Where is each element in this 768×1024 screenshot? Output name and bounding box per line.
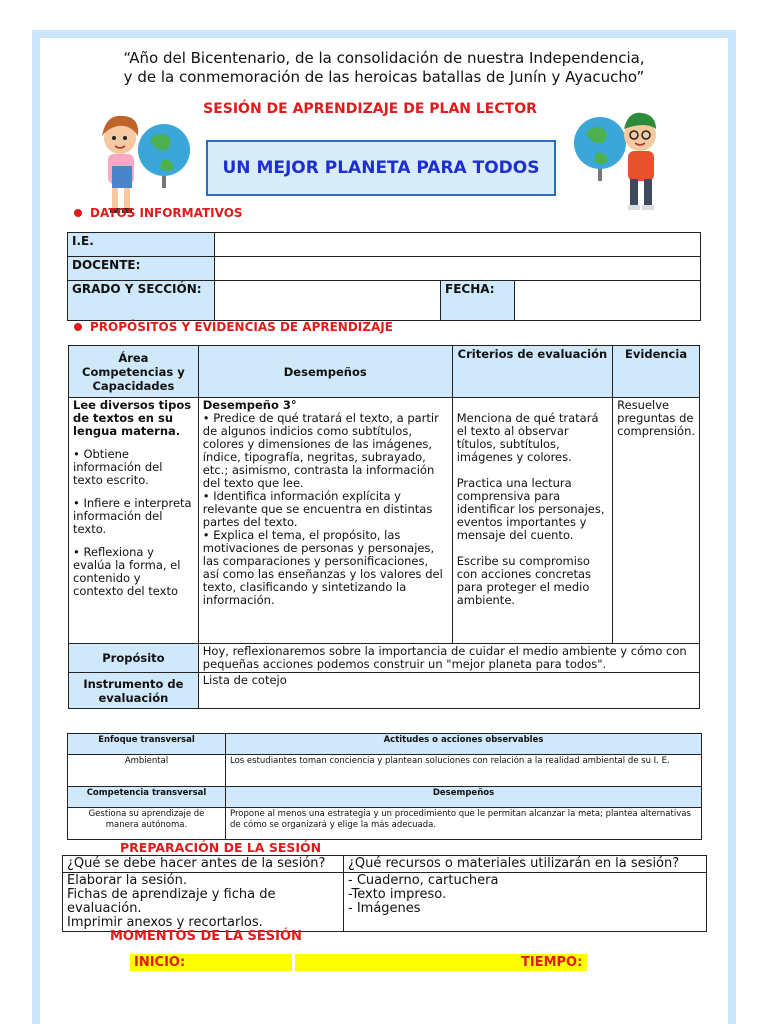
actitudes-header: Actitudes o acciones observables <box>226 734 702 755</box>
bullet-icon <box>74 209 82 217</box>
criterios-cell <box>452 398 612 644</box>
section-propositos: PROPÓSITOS Y EVIDENCIAS DE APRENDIZAJE <box>74 320 393 334</box>
docente-field[interactable] <box>215 257 701 281</box>
capacidad-item: • Reflexiona y evalúa la forma, el contenido y contexto del texto <box>73 545 181 598</box>
ie-label: I.E. <box>68 233 215 257</box>
header-criterios: Criterios de evaluación <box>452 346 612 398</box>
enfoque-value: Ambiental <box>68 755 226 787</box>
enfoque-header: Enfoque transversal <box>68 734 226 755</box>
criterio-item: Escribe su compromiso con acciones concretas para proteger el medio ambiente. <box>456 554 592 607</box>
proposito-label: Propósito <box>69 644 199 673</box>
desempenos-header: Desempeños <box>226 787 702 808</box>
instrumento-label: Instrumento de evaluación <box>69 673 199 709</box>
evidencia-cell: Resuelve preguntas de comprensión. <box>613 398 700 644</box>
grado-label: GRADO Y SECCIÓN: <box>68 281 215 321</box>
fecha-field[interactable] <box>515 281 701 321</box>
antes-question: ¿Qué se debe hacer antes de la sesión? <box>63 856 344 873</box>
desempeno-item: • Explica el tema, el propósito, las motivaciones de personas y personajes, las comparaciones y personificaciones, así como las enseñanzas y los valores del texto, clasificando y sintetizando la información. <box>202 528 443 607</box>
recurso-item: -Texto impreso. <box>348 887 447 902</box>
header-evidencia: Evidencia <box>613 346 700 398</box>
header-area: Área Competencias y Capacidades <box>69 346 199 398</box>
tiempo-label: TIEMPO: <box>521 955 583 970</box>
recurso-item: - Cuaderno, cartuchera <box>348 873 499 888</box>
section-preparacion: PREPARACIÓN DE LA SESIÓN <box>120 840 322 855</box>
section-datos-informativos: DATOS INFORMATIVOS <box>74 206 243 220</box>
session-title: UN MEJOR PLANETA PARA TODOS <box>206 140 556 196</box>
inicio-label: INICIO: <box>134 955 186 970</box>
competencia-title: Lee diversos tipos de textos en su lengua materna. <box>73 398 192 438</box>
ie-field[interactable] <box>215 233 701 257</box>
recursos-cell <box>344 873 707 932</box>
enfoque-table <box>67 733 702 840</box>
session-heading: SESIÓN DE APRENDIZAJE DE PLAN LECTOR <box>203 101 537 117</box>
criterio-item: Menciona de qué tratará el texto al observar títulos, subtítulos, imágenes y colores. <box>456 411 599 464</box>
criterio-item: Practica una lectura comprensiva para identificar los personajes, eventos importantes y mensaje del cuento. <box>456 476 605 542</box>
antes-item: Elaborar la sesión. <box>67 873 187 888</box>
girl-with-globe-illustration <box>92 110 196 220</box>
antes-item: Fichas de aprendizaje y ficha de evaluación. <box>67 887 276 916</box>
fecha-label: FECHA: <box>441 281 515 321</box>
motto-line-1: “Año del Bicentenario, de la consolidación de nuestra Independencia, <box>123 49 645 67</box>
desempeno-item: • Predice de qué tratará el texto, a partir de algunos indicios como subtítulos, colores y dimensiones de las imágenes, índice, tipografía, negritas, subrayado, etc.; asimismo, contrasta la información del texto que lee. <box>202 411 439 490</box>
proposito-text: Hoy, reflexionaremos sobre la importancia de cuidar el medio ambiente y cómo con pequeñas acciones podemos construir un "mejor planeta para todos". <box>198 644 699 673</box>
desempeno-item: • Identifica información explícita y relevante que se encuentra en distintas partes del texto. <box>202 489 433 529</box>
competencia-header: Competencia transversal <box>68 787 226 808</box>
antes-cell <box>63 873 344 932</box>
motto-line-2: y de la conmemoración de las heroicas batallas de Junín y Ayacucho” <box>123 68 645 86</box>
actitudes-value: Los estudiantes toman conciencia y plantean soluciones con relación a la realidad ambiental de su I. E. <box>226 755 702 787</box>
instrumento-text: Lista de cotejo <box>198 673 699 709</box>
capacidad-item: • Obtiene información del texto escrito. <box>73 447 163 487</box>
grado-field[interactable] <box>215 281 441 321</box>
preparacion-table <box>62 855 707 932</box>
antes-item: Imprimir anexos y recortarlos. <box>67 915 263 930</box>
desempenos-cell <box>198 398 452 644</box>
desempeno-title: Desempeño 3° <box>202 398 297 412</box>
docente-label: DOCENTE: <box>68 257 215 281</box>
boy-with-globe-illustration <box>568 105 672 217</box>
competencia-value: Gestiona su aprendizaje de manera autónoma. <box>68 808 226 840</box>
competencias-cell <box>69 398 199 644</box>
bullet-icon <box>74 323 82 331</box>
motto <box>60 49 708 87</box>
desempenos-value: Propone al menos una estrategia y un procedimiento que le permitan alcanzar la meta; plantea alternativas de cómo se organizará y elige la más adecuada. <box>226 808 702 840</box>
datos-table <box>67 232 701 321</box>
recursos-question: ¿Qué recursos o materiales utilizarán en la sesión? <box>344 856 707 873</box>
propositos-table <box>68 345 700 709</box>
recurso-item: - Imágenes <box>348 901 421 916</box>
capacidad-item: • Infiere e interpreta información del texto. <box>73 496 192 536</box>
header-desempenos: Desempeños <box>198 346 452 398</box>
section-momentos: MOMENTOS DE LA SESIÓN <box>110 929 302 944</box>
